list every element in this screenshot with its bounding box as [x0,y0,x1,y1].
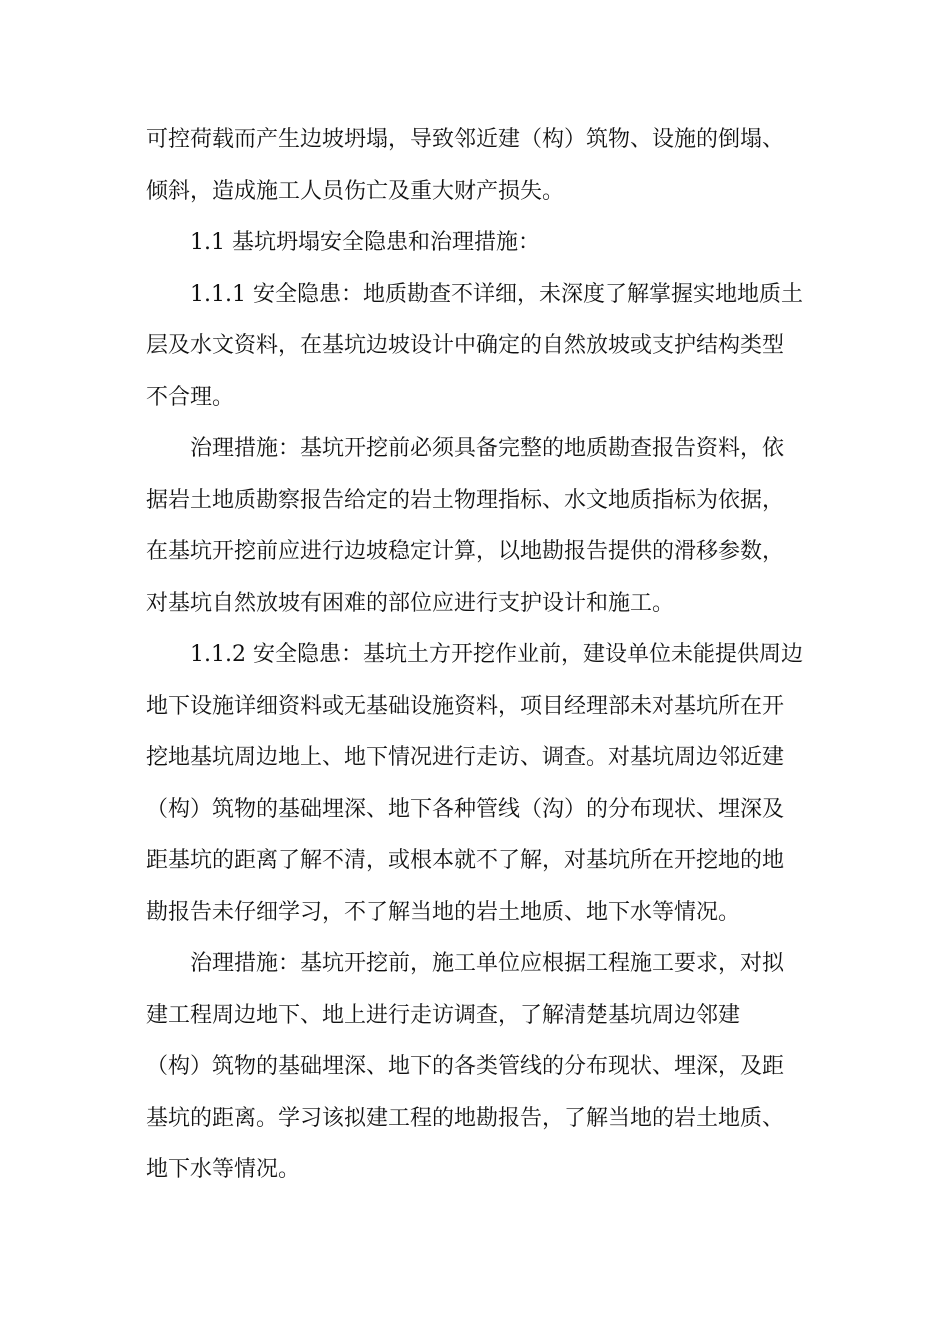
document-body [146,114,806,1196]
text-line: （构）筑物的基础埋深、地下各种管线（沟）的分布现状、埋深及 [146,796,785,822]
text-line: 倾斜，造成施工人员伤亡及重大财产损失。 [146,178,565,204]
text-line: 基坑的距离。学习该拟建工程的地勘报告，了解当地的岩土地质、 [146,1105,785,1131]
text-line: 不合理。 [146,384,235,410]
text-line: 勘报告未仔细学习，不了解当地的岩土地质、地下水等情况。 [146,899,741,925]
text-line: 治理措施：基坑开挖前，施工单位应根据工程施工要求，对拟 [190,951,785,976]
text-line: 建工程周边地下、地上进行走访调查，了解清楚基坑周边邻建 [146,1002,741,1028]
text-line: 可控荷载而产生边坡坍塌，导致邻近建（构）筑物、设施的倒塌、 [146,127,785,152]
text-line: 据岩土地质勘察报告给定的岩土物理指标、水文地质指标为依据， [146,487,785,513]
text-line: 距基坑的距离了解不清，或根本就不了解，对基坑所在开挖地的地 [146,848,785,873]
text-line: 对基坑自然放坡有困难的部位应进行支护设计和施工。 [146,590,675,616]
text-line: 1.1.1 安全隐患：地质勘查不详细，未深度了解掌握实地地质土 [190,281,803,307]
text-line: 层及水文资料，在基坑边坡设计中确定的自然放坡或支护结构类型 [146,333,785,358]
text-line: 在基坑开挖前应进行边坡稳定计算，以地勘报告提供的滑移参数， [146,539,785,564]
text-line: 地下水等情况。 [146,1157,301,1182]
text-line: 地下设施详细资料或无基础设施资料，项目经理部未对基坑所在开 [146,693,785,719]
text-line: 挖地基坑周边地上、地下情况进行走访、调查。对基坑周边邻近建 [146,745,785,770]
text-line: 治理措施：基坑开挖前必须具备完整的地质勘查报告资料，依 [190,436,785,461]
text-line: 1.1.2 安全隐患：基坑土方开挖作业前，建设单位未能提供周边 [190,642,803,667]
section-heading: 1.1 基坑坍塌安全隐患和治理措施： [190,230,540,255]
text-line: （构）筑物的基础埋深、地下的各类管线的分布现状、埋深，及距 [146,1054,785,1079]
